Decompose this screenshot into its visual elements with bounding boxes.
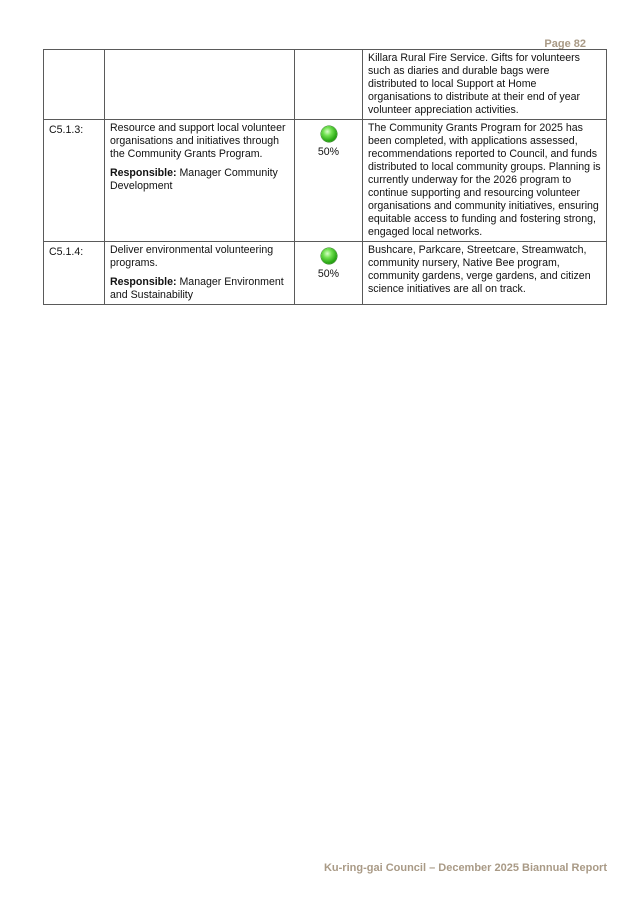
action-description: Deliver environmental volunteering programs. [110,244,274,269]
page-number: Page 82 [544,38,586,50]
responsible-line [110,276,289,302]
action-table [43,49,607,305]
responsible-line [110,167,289,193]
action-code-cell: C5.1.4: [44,242,105,305]
action-description-cell [105,50,295,120]
table-row [44,120,607,242]
progress-percent: 50% [317,146,340,158]
status-green-indicator-icon [321,126,337,142]
comment-cell [363,50,607,120]
report-footer: Ku-ring-gai Council – December 2025 Biannual Report [323,862,607,874]
status-cell [295,50,363,120]
table-row [44,50,607,120]
table-row [44,242,607,305]
action-description-cell [105,242,295,305]
comment-cell [363,242,607,305]
comment-cell [363,120,607,242]
responsible-label: Responsible: [110,167,177,179]
action-code-cell [44,50,105,120]
status-cell [295,120,363,242]
responsible-label: Responsible: [110,276,177,288]
responsible-owner: Manager Community Development [110,167,278,192]
action-code-cell: C5.1.3: [44,120,105,242]
action-description-cell [105,120,295,242]
status-cell [295,242,363,305]
comment-text: The Community Grants Program for 2025 has been completed, with applications assessed, recommendations reported to Council, and funds distributed to local community groups. Planning is currently underway for the 2026 program to continue supporting and resourcing volunteer organisations and community initiatives, ensuring equitable access to funding and fostering strong, engaged local networks. [368,122,601,238]
comment-text: Killara Rural Fire Service. Gifts for volunteers such as diaries and durable bags were distributed to local Support at Home organisations to distribute at their end of year volunteer appreciation activities. [368,52,580,116]
progress-percent: 50% [317,268,340,280]
action-description: Resource and support local volunteer organisations and initiatives through the Community Grants Program. [110,122,286,160]
responsible-owner: Manager Environment and Sustainability [110,276,284,301]
comment-text: Bushcare, Parkcare, Streetcare, Streamwatch, community nursery, Native Bee program, community gardens, verge gardens, and citizen science initiatives are all on track. [368,244,591,295]
status-green-indicator-icon [321,248,337,264]
